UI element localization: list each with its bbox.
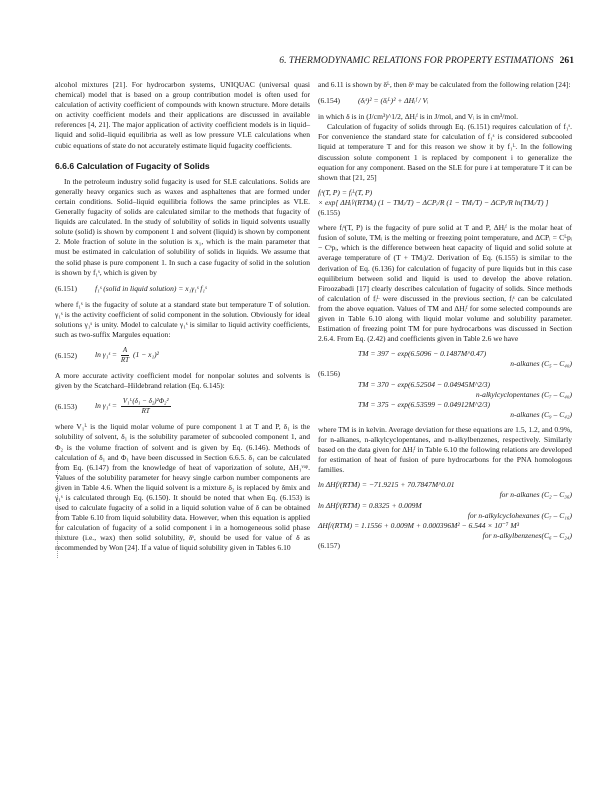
- equation-line: × exp[ ΔHᵢᶠ/(RTMᵢ) (1 − TMᵢ/T) − ΔCPᵢ/R (1 − TMᵢ/T) − ΔCPᵢ/R ln(TMᵢ/T) ]: [318, 197, 549, 207]
- equation-condition: n-alkanes (C₅ – C₄₀): [510, 359, 572, 369]
- equation-line: fᵢˢ(T, P) = fᵢᴸ(T, P): [318, 187, 373, 197]
- paragraph: Calculation of fugacity of solids through Eq. (6.151) requires calculation of f₁ˢ. For convenience the standard state for calculation of f₁ˢ is considered subcooled liquid at temperature T and for this reason we show it by f₁ᴸ. In the following discussion solute component 1 is replaced by component i to generalize the equation for any component. Based on the SLE for pure i at temperature T it can be shown that [21, 25]: [318, 122, 572, 182]
- paragraph: In the petroleum industry solid fugacity is used for SLE calculations. Solids are generally heavy organics such as waxes and asphaltenes that are formed under certain conditions. Solid–liquid equilibria follows the same principles as VLE. Generally fugacity of solids are calculated similar to the methods that fugacity of liquids are calculated. In the study of solubility of solids in liquid solvents usually solute (solid) is shown by component 1 and solvent (liquid) is shown by component 2. Mole fraction of solute in the solution is x₁, which is the main parameter that must be estimated in calculation of solubility of solids in liquids. We assume that the solid phase is pure component 1. In such a case fugacity of solid in the solution is shown by f₁ˢ, which is given by: [55, 176, 310, 277]
- paragraph: where f₁ˢ is the fugacity of solute at a standard state but temperature T of solution. γ₁ˢ is the activity coefficient of solid component in the solution. Obviously for ideal solutions γ₁ˢ is unity. Model to calculate γ₁ˢ is similar to liquid activity coefficients, such as two-suffix Margules equation:: [55, 299, 310, 340]
- equation-line: TM = 375 − exp(6.53599 − 0.04912M^2/3): [358, 399, 491, 409]
- equation-number: (6.151): [55, 283, 78, 293]
- paragraph: where fᵢˢ(T, P) is the fugacity of pure solid at T and P, ΔHᵢᶠ is the molar heat of fusion of solute, TMᵢ is the melting or freezing point temperature, and ΔCPᵢ = Cᴸpᵢ − Cˢpᵢ, which is the difference between heat capacity of liquid and solid solute at average temperature of (T + TMᵢ)/2. Derivation of Eq. (6.155) is similar to the derivation of Eq. (6.136) for calculation of fugacity of pure liquids but in this case equilibrium between solid and liquid is used to develop the above relation. Firoozabadi [17] clearly describes calculation of fugacity of solids. Since methods of calculation of fᵢᴸ were discussed in the previous section, fᵢˢ can be calculated from the above equation. Values of TM and ΔHᵢᶠ for some selected compounds are given in Table 6.10 along with liquid molar volume and solubility parameter. Estimation of freezing point TM for pure hydrocarbons was discussed in Section 2.6.4. From Eq. (2.42) and coefficients given in Table 2.6 we have: [318, 223, 572, 344]
- header-title: 6. THERMODYNAMIC RELATIONS FOR PROPERTY ESTIMATIONS: [279, 55, 554, 66]
- equation-6-151: [55, 284, 310, 294]
- equation-condition: for n-alkylcyclohexanes (C₇ – C₁₆): [467, 510, 572, 520]
- equation-condition: n-alkylcyclopentanes (C₇ – C₄₀): [475, 389, 572, 399]
- numerator: A: [122, 346, 128, 355]
- paragraph: A more accurate activity coefficient model for nonpolar solutes and solvents is given by the Scatchard–Hildebrand relation (Eq. 6.145):: [55, 371, 310, 391]
- equation-condition: n-alkanes (C₉ – C₄₂): [510, 409, 572, 419]
- equation-rhs: (1 − x₁)²: [133, 350, 159, 360]
- equation-line: TM = 397 − exp(6.5096 − 0.1487M^0.47): [358, 349, 487, 359]
- equation-condition: for n-alkanes (C₂ – C₃₆): [499, 490, 572, 500]
- paragraph: where V₁ᴸ is the liquid molar volume of pure component 1 at T and P, δ₁ is the solubility of solvent, δ₁ is the solubility parameter of subcooled component 1, and Φ₂ is the volume fraction of solvent and is given by Eq. (6.146). Methods of calculation of δ₁ and Φ₁ have been discussed in Section 6.6.5. δ₁ can be calculated from Eq. (6.147) from the knowledge of heat of vaporization of solute, ΔH₁ᵛᵃᵖ. Values of the solubility parameter for heavy single carbon number components are given in Table 4.6. When the liquid solvent is a mixture δ₂ is replaced by δmix and γ₁ˢ is calculated through Eq. (6.150). It should be noted that when Eq. (6.153) is used to calculate fugacity of a solid in a liquid solution value of δ can be obtained from Table 6.10 from liquid solubility data. However, when this equation is applied for calculation of fugacity of a solid component i in a homogeneous solid phase mixture (i.e., wax) then solid solubility, δˢ, should be used for value of δ as recommended by Won [24]. If a value of liquid solubility given in Tables 6.10: [55, 422, 310, 553]
- left-column: [55, 80, 310, 554]
- equation-body: f₁ˢ (solid in liquid solution) = x₁γ₁ˢ f₁ˢ: [95, 283, 207, 293]
- equation-number: (6.157): [318, 540, 341, 550]
- equation-lhs: ln γ₁ˢ =: [95, 401, 117, 411]
- denominator: RT: [120, 356, 130, 365]
- equation-6-155: [318, 188, 572, 218]
- equation-body: (δᵢˢ)² = (δᵢᴸ)² + ΔHᵢᶠ / Vᵢ: [358, 96, 429, 106]
- equation-line: ln ΔHf/(RTM) = 0.8325 + 0.009M: [318, 500, 422, 510]
- equation-6-154: [318, 96, 572, 106]
- equation-6-153: [55, 397, 310, 416]
- equation-number: (6.156): [318, 369, 341, 379]
- fraction: [121, 346, 129, 365]
- paragraph: in which δ is in (J/cm³)^1/2, ΔHᵢᶠ is in J/mol, and Vᵢ is in cm³/mol.: [318, 112, 519, 122]
- equation-6-157: [318, 480, 572, 551]
- running-header: [55, 55, 574, 66]
- equation-line: ln ΔHf/(RTM) = −71.9215 + 70.7847M^0.01: [318, 480, 455, 490]
- equation-line: TM = 370 − exp(6.52504 − 0.04945M^2/3): [358, 379, 491, 389]
- equation-line: ΔHf/(RTM) = 1.1556 + 0.009M + 0.000396M² − 6.544 × 10⁻⁷ M³: [318, 520, 519, 530]
- equation-number: (6.154): [318, 96, 341, 106]
- section-heading: 6.6.6 Calculation of Fugacity of Solids: [55, 160, 210, 171]
- equation-number: (6.152): [55, 350, 78, 360]
- right-column: [318, 80, 572, 556]
- denominator: RT: [141, 407, 150, 416]
- fraction: [121, 397, 171, 416]
- paragraph: and 6.11 is shown by δᴸ, then δˢ may be calculated from the following relation [24]:: [318, 80, 571, 89]
- equation-body: [95, 346, 310, 365]
- equation-number: (6.155): [318, 208, 341, 218]
- equation-number: (6.153): [55, 401, 78, 411]
- equation-6-156: [318, 349, 572, 420]
- equation-lhs: ln γ₁ˢ =: [95, 350, 117, 360]
- paragraph: where TM is in kelvin. Average deviation for these equations are 1.5, 1.2, and 0.9%, for n-alkanes, n-alkylcyclopentanes, and n-alkylbenzenes, respectively. Similarly based on the data given for ΔHᵢᶠ in Table 6.10 the following relations are developed for estimation of heat of fusion of pure hydrocarbons for the PNA homologous families.: [318, 424, 572, 475]
- paragraph: alcohol mixtures [21]. For hydrocarbon systems, UNIQUAC (universal quasi chemical) model that is based on a group contribution model is often used for calculation of activity coefficient of compounds with known structure. More details on activity coefficient models and their applications are discussed in available references [4, 21]. The major application of activity coefficient models is in liquid–liquid and solid–liquid equilibria as well as low pressure VLE calculations when cubic equations of state do not accurately estimate liquid fugacity coefficients.: [55, 80, 310, 150]
- equation-6-152: [55, 346, 310, 365]
- page-number: 261: [559, 55, 574, 66]
- text-selection-marker: [57, 463, 60, 558]
- equation-condition: for n-alkylbenzenes(C₆ – C₂₄): [482, 530, 572, 540]
- equation-body: [95, 397, 310, 416]
- numerator: V₁ᴸ(δ₁ − δ₂)²Φ₂²: [122, 397, 169, 406]
